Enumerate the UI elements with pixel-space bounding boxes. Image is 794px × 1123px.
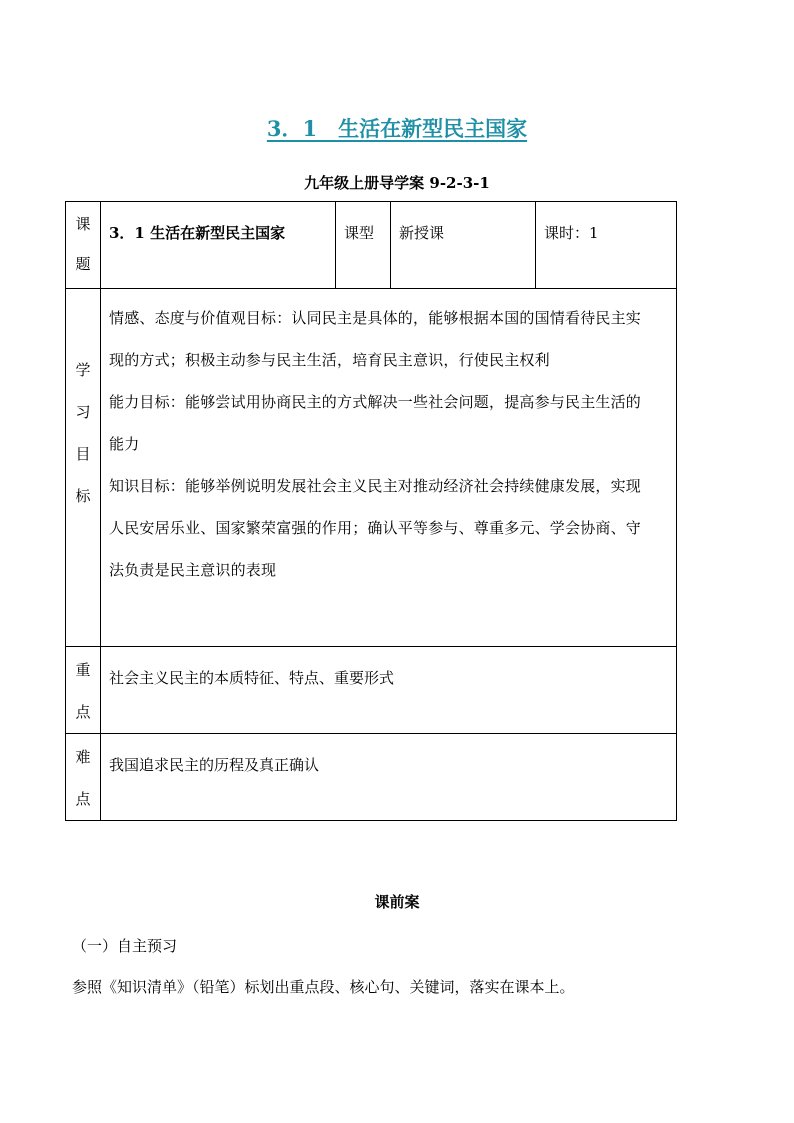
goal-line: 现的方式；积极主动参与民主生活，培育民主意识，行使民主权利 (109, 351, 550, 369)
goal-line: 能力目标：能够尝试用协商民主的方式解决一些社会问题，提高参与民主生活的 (109, 393, 642, 411)
key-points-label: 重 点 (66, 647, 101, 734)
table-row-key-points (66, 647, 677, 734)
table-row-goals (66, 289, 677, 647)
goal-line: 法负责是民主意识的表现 (109, 561, 277, 579)
page-subtitle: 九年级上册导学案 9-2-3-1 (304, 174, 490, 192)
lesson-plan-table (65, 201, 677, 821)
topic-value-cell (101, 202, 336, 289)
goal-line: 情感、态度与价值观目标：认同民主是具体的，能够根据本国的国情看待民主实 (109, 309, 642, 327)
section-instruction: 参照《知识清单》（铅笔）标划出重点段、核心句、关键词，落实在课本上。 (72, 978, 575, 996)
goals-cell (101, 289, 677, 647)
page-title: 3．1 生活在新型民主国家 (266, 116, 528, 141)
topic-value: 3．1 生活在新型民主国家 (109, 224, 286, 242)
type-label-cell (336, 202, 391, 289)
goals-label: 学 习 目 标 (66, 289, 101, 647)
goal-line: 知识目标：能够举例说明发展社会主义民主对推动经济社会持续健康发展，实现 (109, 477, 642, 495)
difficulties-label: 难 点 (66, 734, 101, 821)
key-points-text: 社会主义民主的本质特征、特点、重要形式 (109, 669, 395, 687)
type-value-cell (391, 202, 536, 289)
period-cell (536, 202, 677, 289)
section-subheading: （一）自主预习 (72, 937, 178, 955)
table-row-difficulties (66, 734, 677, 821)
type-value: 新授课 (399, 224, 445, 242)
period-value: 课时：1 (544, 224, 599, 242)
goals-text (101, 289, 676, 591)
goal-line: 能力 (109, 435, 140, 453)
type-label: 课型 (344, 224, 375, 242)
difficulties-text: 我国追求民主的历程及真正确认 (109, 756, 320, 774)
difficulties-cell (101, 734, 677, 821)
topic-label: 课 题 (66, 202, 101, 289)
table-row-topic (66, 202, 677, 289)
section-heading: 课前案 (374, 893, 420, 911)
goal-line: 人民安居乐业、国家繁荣富强的作用；确认平等参与、尊重多元、学会协商、守 (109, 519, 642, 537)
key-points-cell (101, 647, 677, 734)
